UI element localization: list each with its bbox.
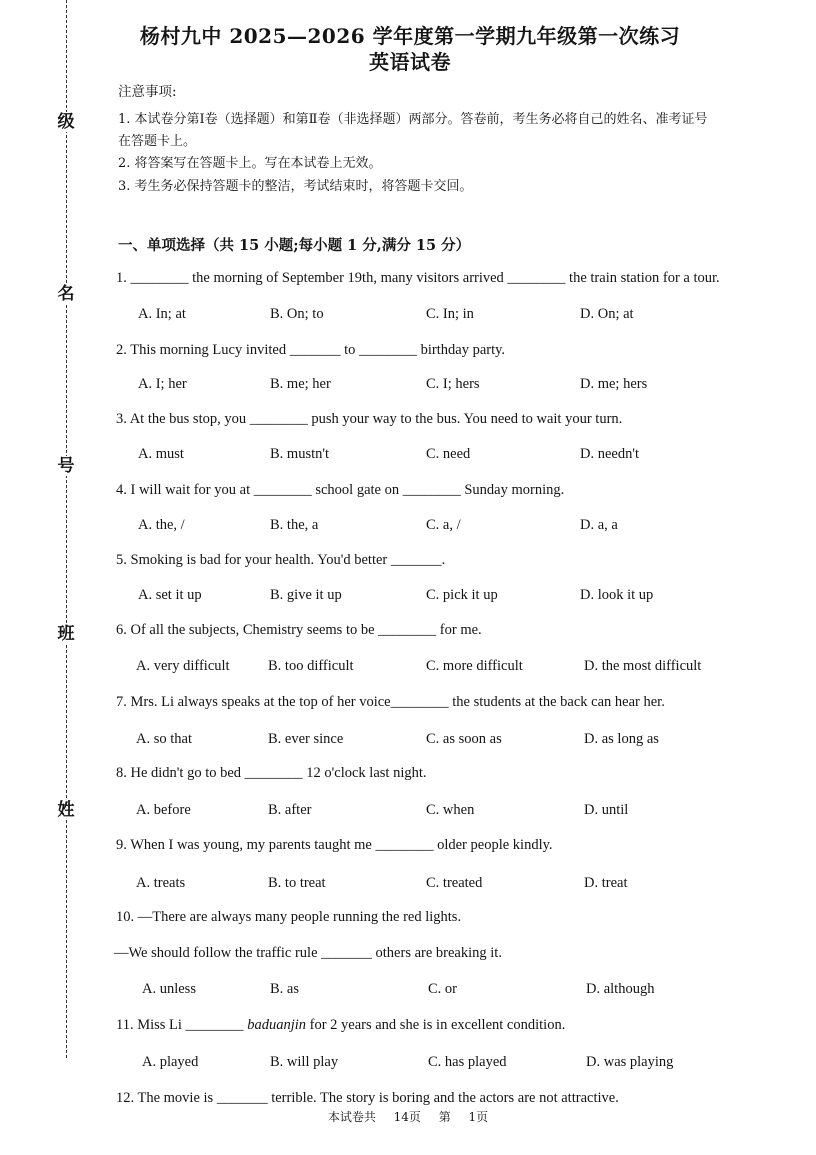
section-heading: 一、单项选择（共 15 小题;每小题 1 分,满分 15 分）: [118, 237, 471, 254]
question-stem: 12. The movie is _______ terrible. The story is boring and the actors are not attractive.: [116, 1090, 619, 1106]
question-stem: 9. When I was young, my parents taught me ________ older people kindly.: [116, 837, 553, 853]
option-d: D. was playing: [586, 1054, 674, 1070]
option-d: D. a, a: [580, 517, 618, 533]
option-a: A. In; at: [138, 306, 186, 322]
option-c: C. pick it up: [426, 587, 498, 603]
option-d: D. treat: [584, 875, 628, 891]
question-stem: 3. At the bus stop, you ________ push your way to the bus. You need to wait your turn.: [116, 411, 623, 427]
question-stem-part: for 2 years and she is in excellent condition.: [306, 1017, 566, 1033]
question-stem-italic: baduanjin: [247, 1017, 306, 1033]
option-b: B. after: [268, 802, 312, 818]
question-stem: 6. Of all the subjects, Chemistry seems to be ________ for me.: [116, 622, 482, 638]
option-a: A. set it up: [138, 587, 202, 603]
binding-label-surname: 姓: [52, 800, 80, 820]
question-stem: 5. Smoking is bad for your health. You'd better _______.: [116, 552, 446, 568]
notes-heading: 注意事项:: [118, 84, 177, 100]
option-d: D. as long as: [584, 731, 659, 747]
page-title: 杨村九中 2025—2026 学年度第一学期九年级第一次练习: [139, 24, 681, 48]
binding-label-number: 号: [52, 456, 80, 476]
binding-label-grade: 班: [52, 624, 80, 644]
option-b: B. ever since: [268, 731, 344, 747]
option-c: C. need: [426, 446, 471, 462]
question-stem: [116, 1017, 565, 1034]
option-c: C. In; in: [426, 306, 474, 322]
note-line: 1. 本试卷分第Ⅰ卷（选择题）和第Ⅱ卷（非选择题）两部分。答卷前，考生务必将自己的姓名、准考证号: [118, 112, 708, 127]
option-d: D. the most difficult: [584, 658, 702, 674]
question-stem: 7. Mrs. Li always speaks at the top of her voice________ the students at the back can hear her.: [116, 694, 665, 710]
option-b: B. On; to: [270, 306, 324, 322]
option-d: D. On; at: [580, 306, 634, 322]
option-a: A. played: [142, 1054, 199, 1070]
option-d: D. needn't: [580, 446, 639, 462]
option-c: C. when: [426, 802, 475, 818]
option-a: A. unless: [142, 981, 196, 997]
option-a: A. must: [138, 446, 184, 462]
option-b: B. the, a: [270, 517, 319, 533]
option-a: A. I; her: [138, 376, 187, 392]
note-line: 在答题卡上。: [118, 134, 197, 149]
binding-label-class: 级: [52, 112, 80, 132]
binding-label-name: 名: [52, 284, 80, 304]
option-d: D. although: [586, 981, 655, 997]
option-b: B. mustn't: [270, 446, 330, 462]
page-footer: 本试卷共 14页 第 1页: [327, 1110, 489, 1124]
option-c: C. as soon as: [426, 731, 502, 747]
note-line: 3. 考生务必保持答题卡的整洁，考试结束时，将答题卡交回。: [118, 179, 473, 194]
option-b: B. will play: [270, 1054, 339, 1070]
option-a: A. so that: [136, 731, 192, 747]
note-line: 2. 将答案写在答题卡上。写在本试卷上无效。: [118, 156, 382, 171]
option-b: B. me; her: [270, 376, 331, 392]
question-stem-part: 11. Miss Li ________: [116, 1017, 248, 1033]
option-c: C. a, /: [426, 517, 461, 533]
option-a: A. very difficult: [136, 658, 230, 674]
option-d: D. look it up: [580, 587, 654, 603]
page-subtitle: 英语试卷: [369, 50, 451, 74]
option-a: A. the, /: [138, 517, 185, 533]
binding-dashed-line: [66, 0, 67, 1058]
option-b: B. to treat: [268, 875, 326, 891]
question-stem: 10. —There are always many people running the red lights.: [116, 909, 462, 925]
question-stem: 8. He didn't go to bed ________ 12 o'clock last night.: [116, 765, 427, 781]
option-c: C. has played: [428, 1054, 507, 1070]
option-d: D. me; hers: [580, 376, 648, 392]
option-b: B. as: [270, 981, 299, 997]
option-c: C. treated: [426, 875, 483, 891]
question-stem: 4. I will wait for you at ________ school gate on ________ Sunday morning.: [116, 482, 565, 498]
option-d: D. until: [584, 802, 629, 818]
option-c: C. more difficult: [426, 658, 523, 674]
option-c: C. I; hers: [426, 376, 480, 392]
question-stem-reply: —We should follow the traffic rule _______ others are breaking it.: [114, 945, 502, 961]
option-c: C. or: [428, 981, 457, 997]
question-stem: 1. ________ the morning of September 19th, many visitors arrived ________ the train station for a tour.: [116, 270, 720, 286]
question-stem: 2. This morning Lucy invited _______ to ________ birthday party.: [116, 342, 506, 358]
option-b: B. give it up: [270, 587, 342, 603]
option-a: A. before: [136, 802, 191, 818]
option-a: A. treats: [136, 875, 186, 891]
option-b: B. too difficult: [268, 658, 354, 674]
